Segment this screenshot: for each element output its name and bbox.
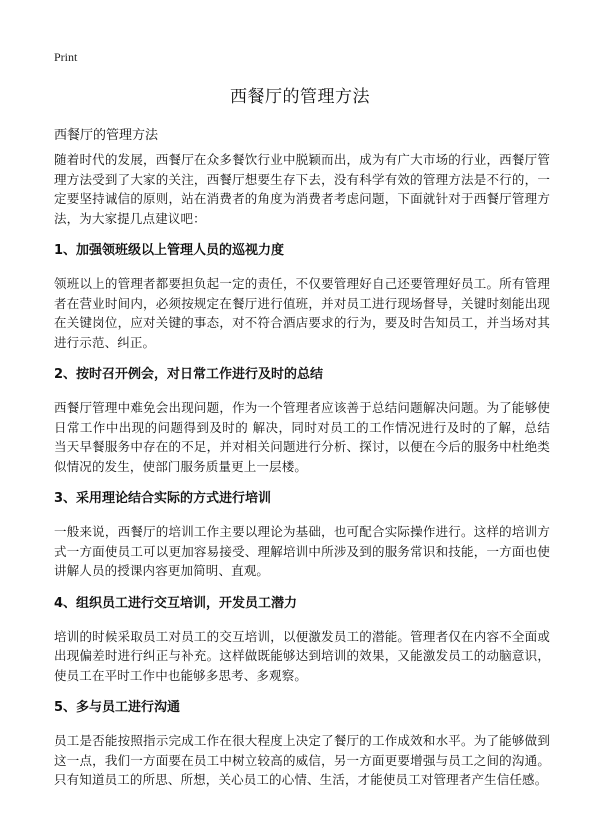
section-heading-5: 5、多与员工进行沟通 [54, 700, 181, 715]
section-body-4: 培训的时候采取员工对员工的交互培训，以便激发员工的潜能。管理者仅在内容不全面或出现偏差时进行纠正与补充。这样做既能够达到培训的效果，又能激发员工的动脑意识，使员工在平时工作中也能够多思考、多观察。 [54, 628, 550, 683]
section-body-1: 领班以上的管理者都要担负起一定的责任，不仅要管理好自己还要管理好员工。所有管理者在营业时间内，必须按规定在餐厅进行值班，并对员工进行现场督导，关键时刻能出现在关键岗位，应对关键的事态，对不符合酒店要求的行为，要及时告知员工，并当场对其进行示范、纠正。 [54, 276, 550, 350]
subtitle: 西餐厅的管理方法 [54, 128, 159, 143]
print-link[interactable]: Print [54, 50, 78, 64]
section-body-3: 一般来说，西餐厅的培训工作主要以理论为基础，也可配合实际操作进行。这样的培训方式一方面使员工可以更加容易接受、理解培训中所涉及到的服务常识和技能，一方面也使讲解人员的授课内容更加简明、直观。 [54, 524, 550, 578]
article-body [54, 150, 550, 804]
section-body-2: 西餐厅管理中难免会出现问题，作为一个管理者应该善于总结问题解决问题。为了能够使日常工作中出现的问题得到及时的 解决，同时对员工的工作情况进行及时的了解，总结当天早餐服务中存在的不足，并对相关问题进行分析、探讨，以便在今后的服务中杜绝类似情况的发生，使部门服务质量更上一层楼。 [54, 400, 550, 474]
section-heading-2: 2、按时召开例会，对日常工作进行及时的总结 [54, 367, 324, 382]
section-heading-1: 1、加强领班级以上管理人员的巡视力度 [54, 243, 285, 258]
section-heading-4: 4、组织员工进行交互培训，开发员工潜力 [54, 595, 298, 611]
page-title: 西餐厅的管理方法 [230, 87, 370, 107]
intro-paragraph: 随着时代的发展，西餐厅在众多餐饮行业中脱颖而出，成为有广大市场的行业，西餐厅管理方法受到了大家的关注，西餐厅想要生存下去，没有科学有效的管理方法是不行的，一定要坚持诚信的原则，站在消费者的角度为消费者考虑问题，下面就针对于西餐厅管理方法，为大家提几点建议吧： [54, 152, 550, 226]
section-heading-3: 3、采用理论结合实际的方式进行培训 [54, 491, 272, 506]
section-body-5: 员工是否能按照指示完成工作在很大程度上决定了餐厅的工作成效和水平。为了能够做到这一点，我们一方面要在员工中树立较高的威信，另一方面更要增强与员工之间的沟通。只有知道员工的所思、所想，关心员工的心情、生活，才能使员工对管理者产生信任感。 [54, 733, 550, 787]
